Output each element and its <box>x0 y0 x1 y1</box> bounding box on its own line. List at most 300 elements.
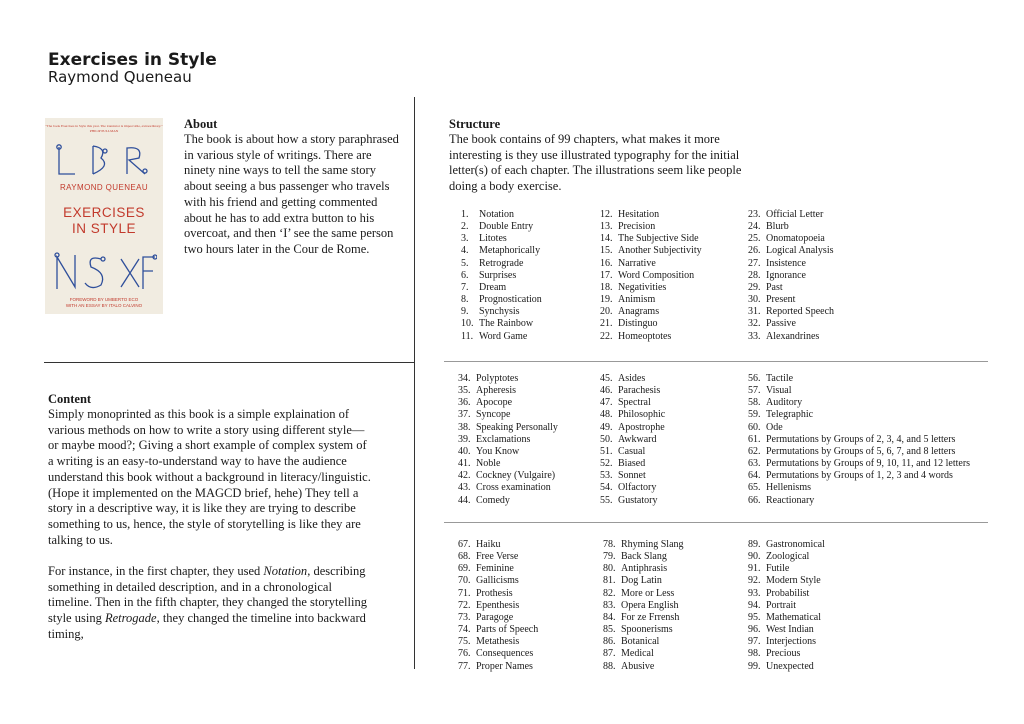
chapter-title: Onomatopoeia <box>766 233 825 245</box>
chapter-number: 67. <box>458 539 471 550</box>
chapter-item <box>458 458 558 470</box>
chapter-item <box>600 245 702 257</box>
chapter-title: Proper Names <box>476 660 533 672</box>
chapter-item <box>461 233 542 245</box>
chapter-number: 8. <box>461 294 469 306</box>
chapter-item <box>748 258 834 270</box>
chapter-item <box>603 539 684 551</box>
chapter-item <box>458 648 538 660</box>
chapter-number: 41. <box>458 458 471 470</box>
chapter-title: Dog Latin <box>621 575 662 587</box>
content-paragraph-1: Simply monoprinted as this book is a simple explaination of various methods on how to write a story using different style—or maybe mood?; Giving a short example of complex system of a writing is an easy-to-understand way to have the audience understand this book without a background in literacy/linguistic. (Hope it implemented on the MAGCD brief, hehe) They tell a story in a descriptive way, it is like they are trying to describe something to us, hence, the style of storytelling is like they are talking to us. <box>48 407 371 547</box>
cover-author: RAYMOND QUENEAU <box>59 183 149 192</box>
chapter-number: 82. <box>603 587 616 599</box>
chapter-title: Exclamations <box>476 433 531 445</box>
about-heading: About <box>184 117 218 131</box>
chapter-title: The Rainbow <box>479 318 534 330</box>
chapter-item <box>748 331 834 343</box>
chapter-item <box>600 306 702 318</box>
chapter-title: Permutations by Groups of 2, 3, 4, and 5 letters <box>766 433 956 445</box>
chapter-item <box>748 446 970 458</box>
notation-emphasis: Notation <box>263 564 308 579</box>
cover-foreword-line-1: FOREWORD BY UMBERTO ECO <box>69 297 139 302</box>
chapter-list-group2-col2 <box>600 373 665 507</box>
chapter-title: Visual <box>766 385 792 397</box>
chapter-item <box>748 385 970 397</box>
chapter-title: Word Composition <box>618 269 695 281</box>
chapter-number: 45. <box>600 373 613 384</box>
chapter-number: 28. <box>748 269 761 281</box>
chapter-title: Antiphrasis <box>621 563 668 575</box>
chapter-title: Portrait <box>766 599 796 611</box>
chapter-title: Polyptotes <box>476 373 519 384</box>
chapter-title: Reported Speech <box>766 306 835 318</box>
chapter-title: Permutations by Groups of 9, 10, 11, and 12 letters <box>766 458 971 470</box>
chapter-number: 33. <box>748 330 761 342</box>
chapter-number: 49. <box>600 421 613 433</box>
chapter-title: Alexandrines <box>766 330 820 342</box>
chapter-title: Tactile <box>766 373 794 384</box>
chapter-number: 98. <box>748 648 761 660</box>
chapter-title: Auditory <box>766 397 803 409</box>
chapter-number: 27. <box>748 257 761 269</box>
chapter-item <box>458 434 558 446</box>
chapter-title: Litotes <box>479 233 507 245</box>
chapter-number: 19. <box>600 294 613 306</box>
chapter-title: Apheresis <box>476 385 516 397</box>
chapter-number: 87. <box>603 648 616 660</box>
chapter-title: Apostrophe <box>618 421 665 433</box>
chapter-item <box>461 294 542 306</box>
chapter-title: Asides <box>618 373 646 384</box>
chapter-title: Parachesis <box>618 385 661 397</box>
chapter-number: 42. <box>458 470 471 482</box>
chapter-item <box>748 245 834 257</box>
chapter-number: 4. <box>461 245 469 257</box>
chapter-item <box>461 209 542 221</box>
chapter-number: 90. <box>748 551 761 563</box>
chapter-number: 91. <box>748 563 761 575</box>
chapter-item <box>600 409 665 421</box>
chapter-title: Past <box>766 281 783 293</box>
chapter-item <box>458 409 558 421</box>
chapter-list-group2-col3 <box>748 373 970 507</box>
page-subtitle-author: Raymond Queneau <box>48 68 192 86</box>
chapter-title: Futile <box>766 563 790 575</box>
chapter-item <box>603 563 684 575</box>
chapter-title: Unexpected <box>766 660 814 672</box>
chapter-number: 92. <box>748 575 761 587</box>
chapter-title: Interjections <box>766 636 816 648</box>
content-paragraph-2-part-c: , they changed the timeline into backward timing, <box>48 611 366 641</box>
chapter-number: 79. <box>603 551 616 563</box>
chapter-title: Word Game <box>479 330 528 342</box>
chapter-item <box>458 539 538 551</box>
chapter-number: 39. <box>458 433 471 445</box>
chapter-item <box>458 446 558 458</box>
chapter-number: 84. <box>603 611 616 623</box>
chapter-number: 54. <box>600 482 613 494</box>
chapter-number: 62. <box>748 445 761 457</box>
chapter-item <box>600 294 702 306</box>
chapter-item <box>458 551 538 563</box>
chapter-number: 52. <box>600 458 613 470</box>
chapter-number: 25. <box>748 233 761 245</box>
chapter-title: Feminine <box>476 563 514 575</box>
chapter-item <box>748 209 834 221</box>
left-horizontal-divider <box>44 362 415 363</box>
chapter-number: 37. <box>458 409 471 421</box>
chapter-title: Cockney (Vulgaire) <box>476 470 556 482</box>
chapter-title: The Subjective Side <box>618 233 699 245</box>
chapter-title: Botanical <box>621 636 660 648</box>
chapter-item <box>600 221 702 233</box>
chapter-item <box>458 600 538 612</box>
chapter-title: Mathematical <box>766 611 821 623</box>
chapter-group-divider-2 <box>444 522 988 523</box>
chapter-number: 99. <box>748 660 761 672</box>
chapter-item <box>748 495 970 507</box>
chapter-title: Speaking Personally <box>476 421 558 433</box>
chapter-title: Opera English <box>621 599 679 611</box>
structure-text: The book contains of 99 chapters, what makes it more interesting is they use illustrated typography for the initial letter(s) of each chapter. The illustrations seem like people doing a body exercise. <box>449 132 742 194</box>
chapter-item <box>748 294 834 306</box>
chapter-number: 48. <box>600 409 613 421</box>
chapter-number: 78. <box>603 539 616 550</box>
chapter-item <box>458 373 558 385</box>
about-text: The book is about how a story paraphrased in various style of writings. There are ninety nine ways to tell the same story about seeing a bus passenger who travels with his friend and getting commented about he has to add extra button to his overcoat, and then ‘I’ see the same person two hours later in the Cour de Rome. <box>184 132 399 256</box>
chapter-title: Negativities <box>618 281 667 293</box>
chapter-title: Homeoptotes <box>618 330 672 342</box>
chapter-item <box>461 258 542 270</box>
chapter-list-group3-col2 <box>603 539 684 673</box>
content-paragraph-2 <box>48 564 373 643</box>
chapter-number: 50. <box>600 433 613 445</box>
chapter-title: Abusive <box>621 660 655 672</box>
chapter-number: 93. <box>748 587 761 599</box>
chapter-item <box>748 661 825 673</box>
chapter-item <box>458 495 558 507</box>
chapter-title: Telegraphic <box>766 409 814 421</box>
chapter-number: 12. <box>600 209 613 220</box>
chapter-title: Modern Style <box>766 575 821 587</box>
chapter-number: 88. <box>603 660 616 672</box>
chapter-title: Prothesis <box>476 587 513 599</box>
chapter-item <box>458 470 558 482</box>
chapter-title: Consequences <box>476 648 534 660</box>
chapter-title: Double Entry <box>479 221 534 233</box>
chapter-item <box>603 600 684 612</box>
chapter-number: 44. <box>458 494 471 506</box>
chapter-item <box>458 588 538 600</box>
chapter-number: 76. <box>458 648 471 660</box>
chapter-title: More or Less <box>621 587 675 599</box>
chapter-title: Animism <box>618 294 656 306</box>
chapter-number: 21. <box>600 318 613 330</box>
chapter-number: 2. <box>461 221 469 233</box>
vertical-divider <box>414 97 415 669</box>
chapter-number: 73. <box>458 611 471 623</box>
chapter-item <box>458 422 558 434</box>
chapter-title: West Indian <box>766 624 814 636</box>
chapter-item <box>748 318 834 330</box>
chapter-number: 43. <box>458 482 471 494</box>
chapter-title: Olfactory <box>618 482 657 494</box>
chapter-item <box>600 434 665 446</box>
chapter-number: 58. <box>748 397 761 409</box>
chapter-item <box>600 458 665 470</box>
chapter-number: 85. <box>603 624 616 636</box>
chapter-number: 9. <box>461 306 469 318</box>
chapter-item <box>748 422 970 434</box>
chapter-title: Precious <box>766 648 801 660</box>
chapter-number: 20. <box>600 306 613 318</box>
chapter-item <box>748 575 825 587</box>
chapter-title: Gallicisms <box>476 575 519 587</box>
chapter-item <box>603 648 684 660</box>
chapter-item <box>461 221 542 233</box>
chapter-item <box>748 551 825 563</box>
chapter-item <box>603 575 684 587</box>
chapter-number: 75. <box>458 636 471 648</box>
chapter-title: Blurb <box>766 221 789 233</box>
chapter-item <box>461 270 542 282</box>
chapter-number: 89. <box>748 539 761 550</box>
chapter-item <box>748 306 834 318</box>
chapter-number: 83. <box>603 599 616 611</box>
chapter-group-divider-1 <box>444 361 988 362</box>
chapter-item <box>603 661 684 673</box>
chapter-item <box>600 397 665 409</box>
chapter-item <box>748 397 970 409</box>
chapter-title: Syncope <box>476 409 511 421</box>
chapter-title: Permutations by Groups of 5, 6, 7, and 8 letters <box>766 445 956 457</box>
structure-heading: Structure <box>449 117 501 131</box>
chapter-title: Zoological <box>766 551 810 563</box>
content-text <box>48 407 373 643</box>
chapter-number: 18. <box>600 281 613 293</box>
chapter-number: 17. <box>600 269 613 281</box>
chapter-title: Prognostication <box>479 294 542 306</box>
chapter-item <box>600 258 702 270</box>
chapter-title: Epenthesis <box>476 599 520 611</box>
chapter-title: Back Slang <box>621 551 667 563</box>
chapter-title: Apocope <box>476 397 513 409</box>
chapter-title: Surprises <box>479 269 517 281</box>
chapter-number: 14. <box>600 233 613 245</box>
chapter-title: Haiku <box>476 539 501 550</box>
chapter-item <box>748 600 825 612</box>
chapter-title: Gastronomical <box>766 539 825 550</box>
chapter-number: 86. <box>603 636 616 648</box>
chapter-item <box>603 588 684 600</box>
chapter-item <box>458 397 558 409</box>
chapter-number: 55. <box>600 494 613 506</box>
cover-quote: "The book Exercises in Style this year. The translator is impeccable, extraordinary." PHILIP PULLMAN <box>45 124 163 133</box>
chapter-title: Narrative <box>618 257 656 269</box>
chapter-item <box>600 482 665 494</box>
chapter-list-group1-col2 <box>600 209 702 343</box>
chapter-number: 22. <box>600 330 613 342</box>
chapter-title: Precision <box>618 221 656 233</box>
content-paragraph-2-part-a: For instance, in the first chapter, they used <box>48 564 264 579</box>
chapter-number: 77. <box>458 660 471 672</box>
chapter-item <box>600 233 702 245</box>
chapter-number: 68. <box>458 551 471 563</box>
chapter-title: Casual <box>618 445 646 457</box>
chapter-number: 24. <box>748 221 761 233</box>
chapter-title: Ode <box>766 421 783 433</box>
chapter-title: Another Subjectivity <box>618 245 702 257</box>
chapter-item <box>748 648 825 660</box>
chapter-title: Paragoge <box>476 611 514 623</box>
chapter-list-group1-col1 <box>461 209 542 343</box>
chapter-number: 69. <box>458 563 471 575</box>
chapter-number: 71. <box>458 587 471 599</box>
chapter-item <box>458 563 538 575</box>
chapter-number: 64. <box>748 470 761 482</box>
cover-illustration-bottom <box>51 251 157 293</box>
chapter-item <box>600 282 702 294</box>
chapter-list-group3-col1 <box>458 539 538 673</box>
chapter-number: 65. <box>748 482 761 494</box>
chapter-title: Gustatory <box>618 494 658 506</box>
chapter-number: 97. <box>748 636 761 648</box>
chapter-item <box>461 245 542 257</box>
chapter-number: 70. <box>458 575 471 587</box>
chapter-title: Retrograde <box>479 257 524 269</box>
chapter-number: 94. <box>748 599 761 611</box>
chapter-number: 61. <box>748 433 761 445</box>
chapter-item <box>748 409 970 421</box>
chapter-item <box>603 624 684 636</box>
chapter-title: Passive <box>766 318 796 330</box>
chapter-number: 1. <box>461 209 469 220</box>
chapter-title: Sonnet <box>618 470 646 482</box>
chapter-item <box>600 470 665 482</box>
chapter-item <box>600 331 702 343</box>
chapter-item <box>600 270 702 282</box>
chapter-title: Cross examination <box>476 482 551 494</box>
chapter-item <box>748 434 970 446</box>
chapter-number: 60. <box>748 421 761 433</box>
page-title: Exercises in Style <box>48 50 217 70</box>
chapter-item <box>748 470 970 482</box>
chapter-item <box>748 482 970 494</box>
chapter-item <box>600 318 702 330</box>
chapter-list-group1-col3 <box>748 209 834 343</box>
chapter-title: Free Verse <box>476 551 519 563</box>
chapter-number: 80. <box>603 563 616 575</box>
chapter-title: Distinguo <box>618 318 658 330</box>
chapter-number: 7. <box>461 281 469 293</box>
cover-foreword <box>45 297 163 308</box>
chapter-item <box>603 551 684 563</box>
chapter-number: 3. <box>461 233 469 245</box>
chapter-title: Permutations by Groups of 1, 2, 3 and 4 words <box>766 470 953 482</box>
chapter-item <box>600 495 665 507</box>
retrogade-emphasis: Retrogade <box>104 611 157 626</box>
chapter-item <box>748 636 825 648</box>
chapter-item <box>458 624 538 636</box>
chapter-number: 46. <box>600 385 613 397</box>
chapter-number: 10. <box>461 318 474 330</box>
chapter-number: 23. <box>748 209 761 220</box>
chapter-title: Parts of Speech <box>476 624 539 636</box>
chapter-list-group3-col3 <box>748 539 825 673</box>
chapter-title: Notation <box>479 209 514 220</box>
chapter-item <box>748 458 970 470</box>
chapter-item <box>461 282 542 294</box>
chapter-number: 95. <box>748 611 761 623</box>
chapter-item <box>458 636 538 648</box>
chapter-title: Insistence <box>766 257 806 269</box>
chapter-title: Reactionary <box>766 494 815 506</box>
chapter-title: You Know <box>476 445 520 457</box>
cover-foreword-line-2: WITH AN ESSAY BY ITALO CALVINO <box>65 302 143 308</box>
chapter-title: Hellenisms <box>766 482 811 494</box>
chapter-number: 29. <box>748 281 761 293</box>
chapter-number: 31. <box>748 306 761 318</box>
chapter-item <box>458 612 538 624</box>
cover-illustration-top <box>53 144 155 178</box>
chapter-number: 81. <box>603 575 616 587</box>
chapter-title: Hesitation <box>618 209 660 220</box>
chapter-title: Present <box>766 294 796 306</box>
chapter-number: 16. <box>600 257 613 269</box>
chapter-number: 74. <box>458 624 471 636</box>
chapter-title: Metathesis <box>476 636 520 648</box>
chapter-number: 40. <box>458 445 471 457</box>
chapter-number: 51. <box>600 445 613 457</box>
chapter-item <box>603 636 684 648</box>
book-cover-image <box>45 118 163 314</box>
chapter-number: 57. <box>748 385 761 397</box>
chapter-number: 59. <box>748 409 761 421</box>
chapter-number: 63. <box>748 458 761 470</box>
chapter-number: 30. <box>748 294 761 306</box>
chapter-item <box>600 373 665 385</box>
chapter-item <box>461 306 542 318</box>
cover-title-line-1: EXERCISES <box>63 205 145 220</box>
chapter-item <box>603 612 684 624</box>
chapter-title: Comedy <box>476 494 510 506</box>
chapter-title: Medical <box>621 648 654 660</box>
chapter-number: 35. <box>458 385 471 397</box>
chapter-title: Ignorance <box>766 269 806 281</box>
chapter-title: Spectral <box>618 397 651 409</box>
chapter-item <box>458 575 538 587</box>
chapter-number: 11. <box>461 330 474 342</box>
chapter-title: Awkward <box>618 433 657 445</box>
chapter-number: 56. <box>748 373 761 384</box>
chapter-title: Dream <box>479 281 507 293</box>
chapter-item <box>458 661 538 673</box>
content-heading: Content <box>48 392 92 406</box>
chapter-number: 72. <box>458 599 471 611</box>
chapter-item <box>748 221 834 233</box>
chapter-title: Spoonerisms <box>621 624 673 636</box>
chapter-title: Metaphorically <box>479 245 541 257</box>
chapter-number: 38. <box>458 421 471 433</box>
chapter-title: Noble <box>476 458 501 470</box>
chapter-item <box>748 233 834 245</box>
chapter-item <box>748 539 825 551</box>
chapter-item <box>600 385 665 397</box>
chapter-item <box>748 612 825 624</box>
chapter-title: For ze Frrensh <box>621 611 680 623</box>
chapter-item <box>600 422 665 434</box>
